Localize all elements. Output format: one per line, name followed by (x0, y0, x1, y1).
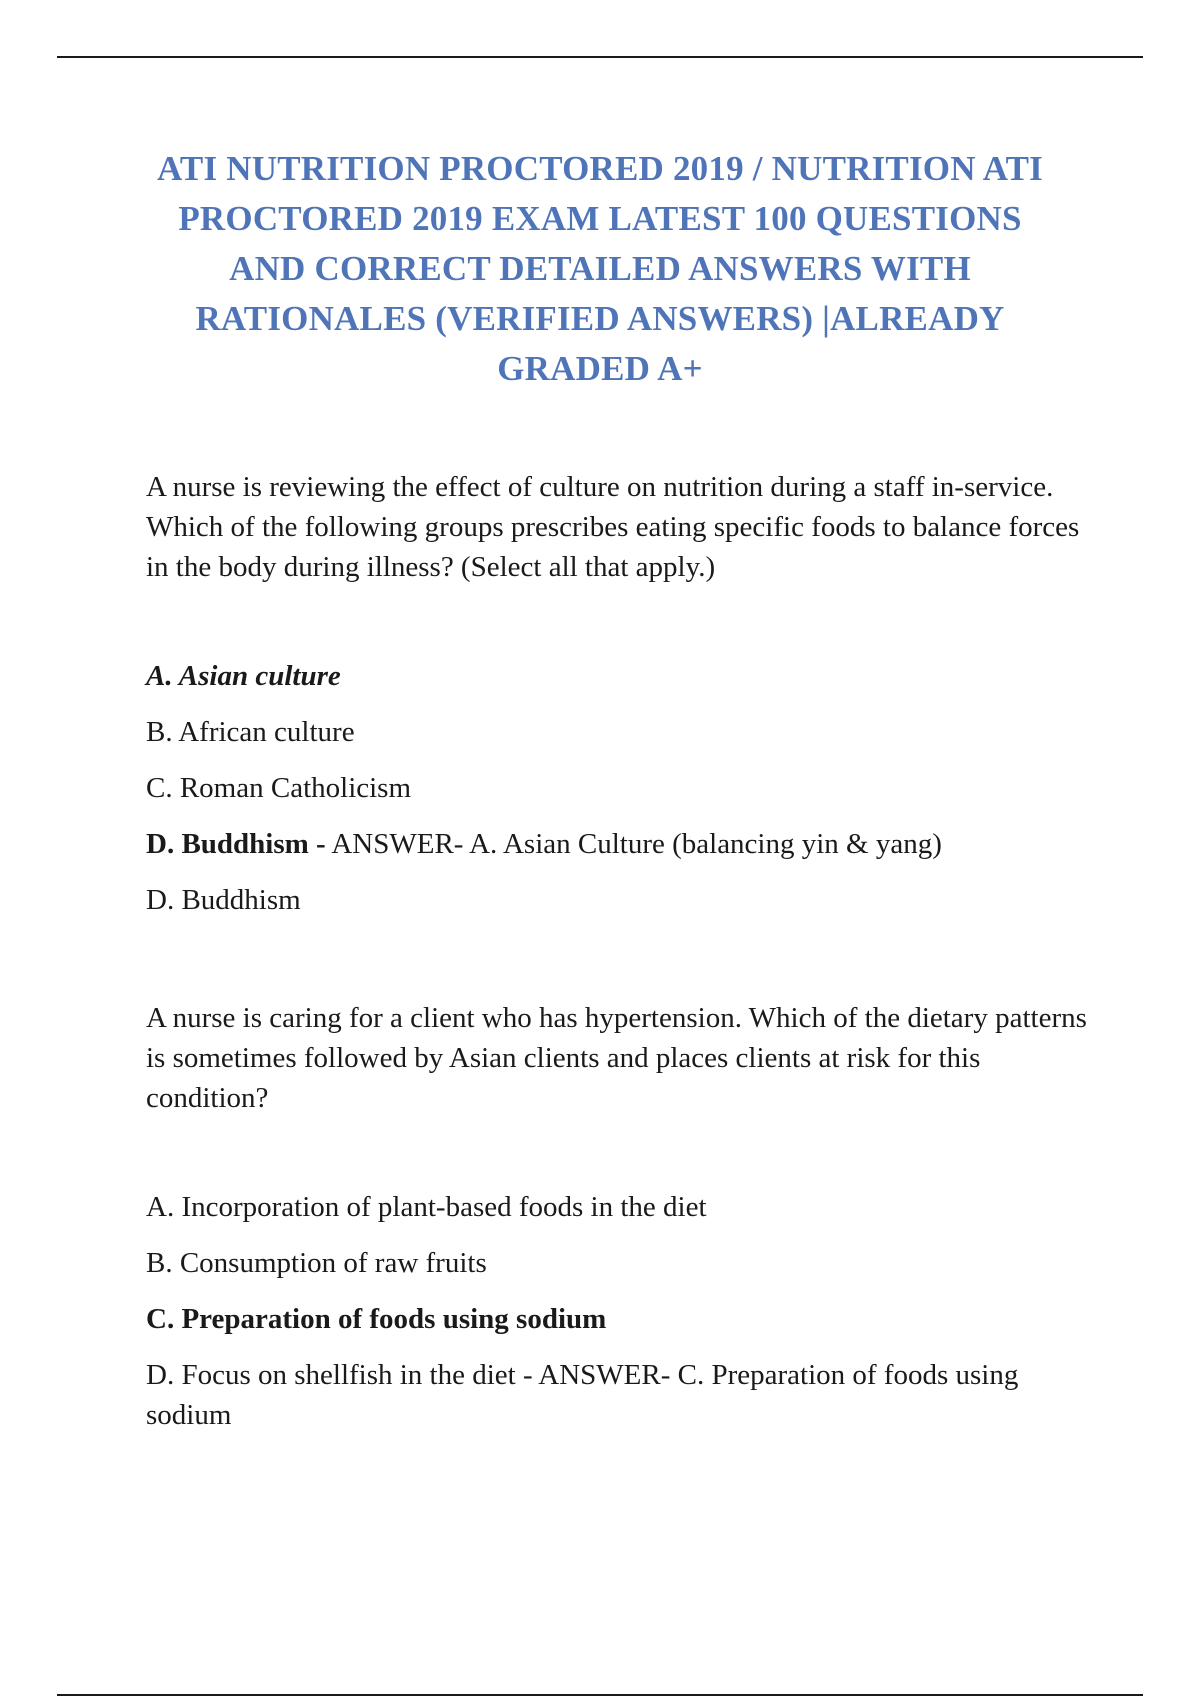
option-c: C. Roman Catholicism (146, 772, 412, 804)
option-list (146, 1187, 1106, 1435)
document-title: ATI NUTRITION PROCTORED 2019 / NUTRITION ATI PROCTORED 2019 EXAM LATEST 100 QUESTIONS AND CORRECT DETAILED ANSWERS WITH RATIONALES (VERIFIED ANSWERS) |ALREADY GRADED A+ (157, 149, 1043, 388)
question-text: A nurse is reviewing the effect of culture on nutrition during a staff in-service. Which of the following groups prescribes eating specific foods to balance forces in the body during illness? (Select all that apply.) (146, 471, 1080, 583)
option-b: B. Consumption of raw fruits (146, 1247, 487, 1279)
question-text: A nurse is caring for a client who has hypertension. Which of the dietary patterns is sometimes followed by Asian clients and places clients at risk for this condition? (146, 1002, 1087, 1114)
option-b: B. African culture (146, 716, 355, 748)
answer-text: ANSWER- A. Asian Culture (balancing yin & yang) (325, 828, 942, 860)
option-d-with-answer: D. Focus on shellfish in the diet - ANSWER- C. Preparation of foods using sodium (146, 1359, 1019, 1431)
option-c: C. Preparation of foods using sodium (146, 1303, 607, 1335)
question-block-2 (146, 998, 1106, 1451)
option-list (146, 656, 1106, 920)
option-d-with-answer (146, 824, 1106, 864)
top-rule (57, 56, 1143, 58)
option-d-repeat: D. Buddhism (146, 884, 301, 916)
bottom-rule (57, 1694, 1143, 1696)
option-a: A. Asian culture (146, 660, 341, 692)
option-d-label: D. Buddhism - (146, 828, 326, 860)
question-block-1 (146, 467, 1106, 936)
option-a: A. Incorporation of plant-based foods in the diet (146, 1191, 707, 1223)
